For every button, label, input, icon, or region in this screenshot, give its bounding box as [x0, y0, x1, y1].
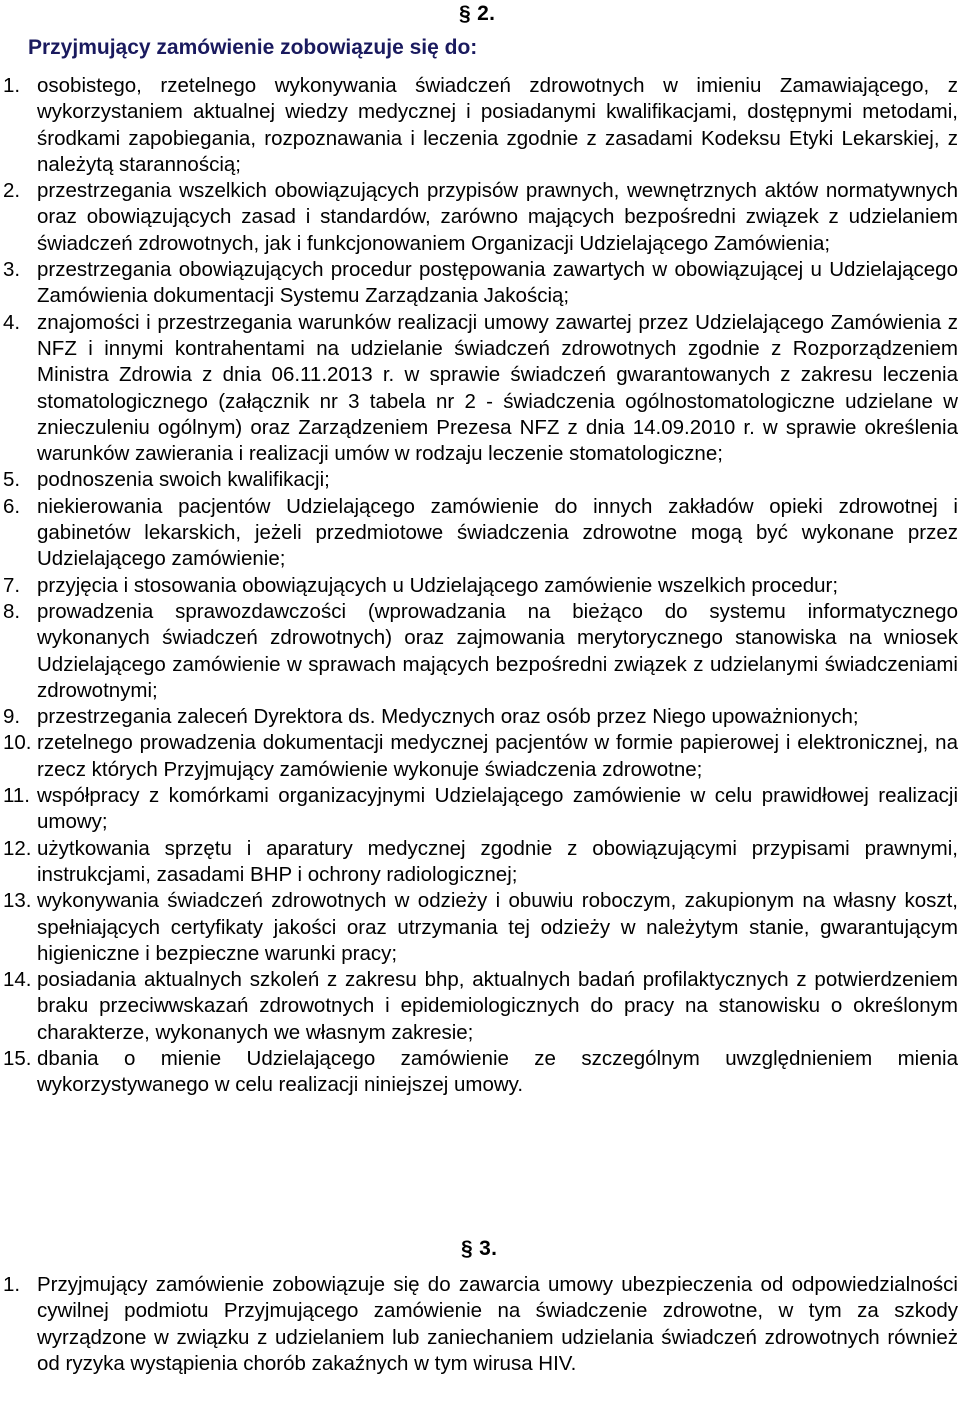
item-text: przestrzegania wszelkich obowiązujących przypisów prawnych, wewnętrznych aktów normatywnych oraz obowiązujących zasad i standardów, zarówno mających bezpośredni związek z udzielaniem świadczeń zdrowotnych, jak i funkcjonowaniem Organizacji Udzielającego Zamówienia; [37, 179, 958, 255]
list-item [0, 1272, 960, 1377]
section-3-list [0, 1272, 960, 1377]
section-3-heading: § 3. [461, 1237, 498, 1260]
item-text: Przyjmujący zamówienie zobowiązuje się do zawarcia umowy ubezpieczenia od odpowiedzialności cywilnej podmiotu Przyjmującego zamówienie na świadczenie zdrowotne, w tym za szkody wyrządzone w związku z udzielaniem lub zaniechaniem udzielania świadczeń zdrowotnych również od ryzyka wystąpienia chorób zakaźnych w tym wirusa HIV. [37, 1273, 958, 1375]
item-number: 2. [3, 179, 21, 203]
item-text: osobistego, rzetelnego wykonywania świadczeń zdrowotnych w imieniu Zamawiającego, z wykorzystaniem aktualnej wiedzy medycznej i posiadanymi kwalifikacjami, dostępnymi metodami, środkami zapobiegania, rozpoznawania i leczenia zgodnie z zasadami Kodeksu Etyki Lekarskiej, z należytą starannością; [37, 74, 958, 176]
list-item [0, 599, 960, 704]
list-item [0, 783, 960, 836]
item-number: 8. [3, 599, 21, 623]
list-item [0, 73, 960, 178]
item-text: znajomości i przestrzegania warunków realizacji umowy zawartej przez Udzielającego Zamówienia z NFZ i innymi kontrahentami na udzielanie świadczeń zdrowotnych zgodnie z Rozporządzeniem Ministra Zdrowia z dnia 06.11.2013 r. w sprawie świadczeń gwarantowanych z zakresu leczenia stomatologicznego (załącznik nr 3 tabela nr 2 - świadczenia ogólnostomatologiczne udzielane w znieczuleniu ogólnym) oraz Zarządzeniem Prezesa NFZ z dnia 14.09.2010 r. w sprawie określenia warunków zawierania i realizacji umów w rodzaju leczenie stomatologiczne; [37, 310, 958, 466]
item-text: podnoszenia swoich kwalifikacji; [37, 468, 330, 492]
list-item [0, 310, 960, 468]
item-number: 7. [3, 573, 21, 597]
item-text: niekierowania pacjentów Udzielającego zamówienie do innych zakładów opieki zdrowotnej i gabinetów lekarskich, jeżeli przedmiotowe świadczenia zdrowotne mogą być wykonane przez Udzielającego zamówienie; [37, 494, 958, 571]
list-item [0, 1046, 960, 1099]
item-number: 3. [3, 258, 21, 282]
item-number: 4. [3, 310, 21, 334]
item-text: przyjęcia i stosowania obowiązujących u Udzielającego zamówienie wszelkich procedur; [37, 573, 839, 597]
item-number: 11. [3, 784, 30, 808]
item-number: 15. [3, 1046, 32, 1070]
section-2-list [0, 73, 960, 1099]
item-number: 13. [3, 889, 32, 913]
list-item [0, 467, 960, 493]
list-item [0, 178, 960, 257]
item-number: 5. [3, 468, 21, 492]
list-item [0, 494, 960, 573]
item-text: wykonywania świadczeń zdrowotnych w odzieży i obuwiu roboczym, zakupionym na własny koszt, spełniających certyfikaty jakości oraz utrzymania tej odzieży w należytym stanie, gwarantującym higieniczne i bezpieczne warunki pracy; [37, 889, 958, 965]
item-text: przestrzegania obowiązujących procedur postępowania zawartych w obowiązującej u Udzielającego Zamówienia dokumentacji Systemu Zarządzania Jakością; [37, 258, 958, 308]
item-text: współpracy z komórkami organizacyjnymi Udzielającego zamówienie w celu prawidłowej realizacji umowy; [37, 784, 958, 834]
item-text: przestrzegania zaleceń Dyrektora ds. Medycznych oraz osób przez Niego upoważnionych; [37, 705, 859, 729]
item-text: użytkowania sprzętu i aparatury medycznej zgodnie z obowiązującymi przypisami prawnymi, instrukcjami, zasadami BHP i ochrony radiologicznej; [37, 836, 958, 886]
list-item [0, 730, 960, 783]
list-item [0, 967, 960, 1046]
list-item [0, 573, 960, 599]
item-text: rzetelnego prowadzenia dokumentacji medycznej pacjentów w formie papierowej i elektronicznej, na rzecz których Przyjmujący zamówienie wykonuje świadczenia zdrowotne; [37, 731, 958, 781]
list-item [0, 704, 960, 730]
list-item [0, 257, 960, 310]
section-2-heading: § 2. [459, 2, 496, 25]
section-2-intro: Przyjmujący zamówienie zobowiązuje się do: [28, 36, 478, 59]
item-number: 9. [3, 705, 21, 729]
list-item [0, 836, 960, 889]
item-text: dbania o mienie Udzielającego zamówienie ze szczególnym uwzględnieniem mienia wykorzystywanego w celu realizacji niniejszej umowy. [37, 1046, 958, 1097]
item-text: prowadzenia sprawozdawczości (wprowadzania na bieżąco do systemu informatycznego wykonanych świadczeń zdrowotnych) oraz zajmowania merytorycznego stanowiska na wniosek Udzielającego zamówienie w sprawach mających bezpośredni związek z udzielanymi świadczeniami zdrowotnymi; [37, 599, 958, 702]
item-number: 10. [3, 731, 32, 755]
item-number: 6. [3, 494, 21, 518]
item-text: posiadania aktualnych szkoleń z zakresu bhp, aktualnych badań profilaktycznych z potwierdzeniem braku przeciwwskazań zdrowotnych i epidemiologicznych do pracy na stanowisku o określonym charakterze, wykonanych we własnym zakresie; [37, 968, 958, 1044]
item-number: 1. [3, 1273, 21, 1296]
item-number: 12. [3, 836, 32, 860]
item-number: 1. [3, 74, 21, 97]
list-item [0, 888, 960, 967]
item-number: 14. [3, 968, 32, 992]
